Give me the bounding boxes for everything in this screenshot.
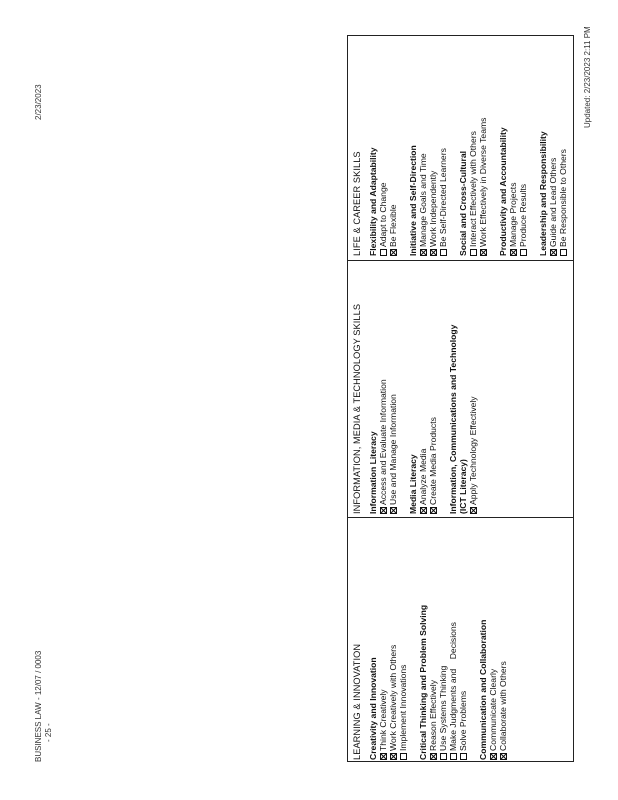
skill-label: Manage Projects: [508, 182, 518, 247]
checked-box-icon[interactable]: [510, 249, 517, 256]
skill-item: [558, 118, 568, 256]
section-title: Initiative and Self-Direction: [408, 145, 418, 256]
skill-item: [428, 304, 438, 514]
checked-box-icon[interactable]: [420, 507, 427, 514]
skill-item: [428, 605, 438, 760]
skill-label: Be Responsible to Others: [558, 149, 568, 247]
skill-label: Think Creatively: [378, 689, 388, 751]
section-title: Information Literacy: [368, 431, 378, 514]
skill-item: [388, 304, 398, 514]
empty-checkbox-icon[interactable]: [400, 753, 407, 760]
skill-label: Use and Manage Information: [388, 394, 398, 505]
skill-item: [418, 304, 428, 514]
checked-box-icon[interactable]: [430, 249, 437, 256]
skill-item: [468, 118, 478, 256]
skill-label: Communicate Clearly: [488, 668, 498, 751]
checked-box-icon[interactable]: [430, 753, 437, 760]
section-title: Creativity and Innovation: [368, 657, 378, 760]
skill-item: [428, 118, 438, 256]
section-title: Leadership and Responsibility: [538, 131, 548, 256]
section-spacer: [398, 304, 408, 514]
section-title-continued: (ICT Literacy): [458, 459, 468, 514]
column-life-career: [348, 118, 568, 256]
checked-box-icon[interactable]: [390, 753, 397, 760]
skill-item: [388, 605, 398, 760]
empty-checkbox-icon[interactable]: [470, 249, 477, 256]
empty-checkbox-icon[interactable]: [560, 249, 567, 256]
skill-label: Adapt to Change: [378, 182, 388, 247]
skill-item: [378, 304, 388, 514]
column-divider: [348, 260, 573, 261]
skill-label: Access and Evaluate Information: [378, 379, 388, 505]
skill-label: Interact Effectively with Others: [468, 131, 478, 247]
section-spacer: [488, 118, 498, 256]
skill-item: [518, 118, 528, 256]
footer-date: 2/23/2023: [34, 84, 43, 120]
section-title: Social and Cross-Cultural: [458, 150, 468, 256]
skills-table: [347, 35, 574, 762]
empty-checkbox-icon[interactable]: [440, 249, 447, 256]
checked-box-icon[interactable]: [490, 753, 497, 760]
skill-label: Produce Results: [518, 183, 528, 247]
skill-item: [478, 118, 488, 256]
skill-item: [438, 605, 448, 760]
checked-box-icon[interactable]: [470, 507, 477, 514]
checked-box-icon[interactable]: [390, 249, 397, 256]
section-spacer: [398, 118, 408, 256]
skill-item: [458, 605, 468, 760]
skill-item: [508, 118, 518, 256]
section-title: Flexibility and Adaptability: [368, 147, 378, 256]
checked-box-icon[interactable]: [500, 753, 507, 760]
column-divider: [348, 517, 573, 518]
section-title: Communication and Collaboration: [478, 619, 488, 760]
skill-item: [448, 605, 458, 760]
section-spacer: [448, 118, 458, 256]
column-header: LIFE & CAREER SKILLS: [352, 151, 362, 256]
empty-checkbox-icon[interactable]: [440, 753, 447, 760]
checked-box-icon[interactable]: [390, 507, 397, 514]
empty-checkbox-icon[interactable]: [460, 753, 467, 760]
footer-doc-id: BUSINESS LAW - 12/07 / 0003: [34, 650, 43, 762]
skill-item: [418, 118, 428, 256]
section-spacer: [408, 605, 418, 760]
checked-box-icon[interactable]: [420, 249, 427, 256]
checked-box-icon[interactable]: [380, 753, 387, 760]
skill-label: Work Effectively in Diverse Teams: [478, 117, 488, 247]
skill-label: Collaborate with Others: [498, 661, 508, 751]
skill-label: Solve Problems: [458, 690, 468, 751]
skill-item: [468, 304, 478, 514]
footer-page-number: - 25 -: [44, 723, 53, 742]
skill-label: Reason Effectively: [428, 679, 438, 751]
column-header: INFORMATION, MEDIA & TECHNOLOGY SKILLS: [352, 303, 362, 514]
skill-label: Work Independently: [428, 170, 438, 247]
section-title: Critical Thinking and Problem Solving: [418, 604, 428, 760]
checked-box-icon[interactable]: [550, 249, 557, 256]
skill-item: [498, 605, 508, 760]
skill-item: [378, 118, 388, 256]
checked-box-icon[interactable]: [430, 507, 437, 514]
section-title: Information, Communications and Technology: [448, 324, 458, 514]
skill-label: Apply Technology Effectively: [468, 396, 478, 505]
empty-checkbox-icon[interactable]: [520, 249, 527, 256]
skill-label: Be Flexible: [388, 204, 398, 247]
updated-timestamp: Updated: 2/23/2023 2:11 PM: [583, 26, 592, 128]
skill-item: [488, 605, 498, 760]
column-header: LEARNING & INNOVATION: [352, 643, 362, 760]
table-right-border: [348, 35, 573, 36]
section-spacer: [528, 118, 538, 256]
skill-label: Work Creatively with Others: [388, 644, 398, 751]
skill-item: [398, 605, 408, 760]
skill-item: [548, 118, 558, 256]
table-left-border: [348, 761, 573, 762]
skill-label: Guide and Lead Others: [548, 157, 558, 247]
empty-checkbox-icon[interactable]: [380, 249, 387, 256]
checked-box-icon[interactable]: [480, 249, 487, 256]
skill-label: Analyze Media: [418, 448, 428, 505]
skill-label: Be Self-Directed Learners: [438, 148, 448, 247]
skill-label: Create Media Products: [428, 417, 438, 505]
checked-box-icon[interactable]: [380, 507, 387, 514]
skill-label: Use Systems Thinking: [438, 665, 448, 751]
section-title: Media Literacy: [408, 454, 418, 514]
skill-label: Make Judgments and Decisions: [448, 622, 458, 751]
section-spacer: [438, 304, 448, 514]
skill-item: [438, 118, 448, 256]
skill-item: [378, 605, 388, 760]
column-information-media-technology: [348, 304, 478, 514]
empty-checkbox-icon[interactable]: [450, 753, 457, 760]
skill-label: Manage Goals and Time: [418, 153, 428, 247]
section-spacer: [468, 605, 478, 760]
skill-label: Implement Innovations: [398, 664, 408, 751]
section-title: Productivity and Accountability: [498, 127, 508, 256]
skill-item: [388, 118, 398, 256]
column-learning-innovation: [348, 605, 508, 760]
